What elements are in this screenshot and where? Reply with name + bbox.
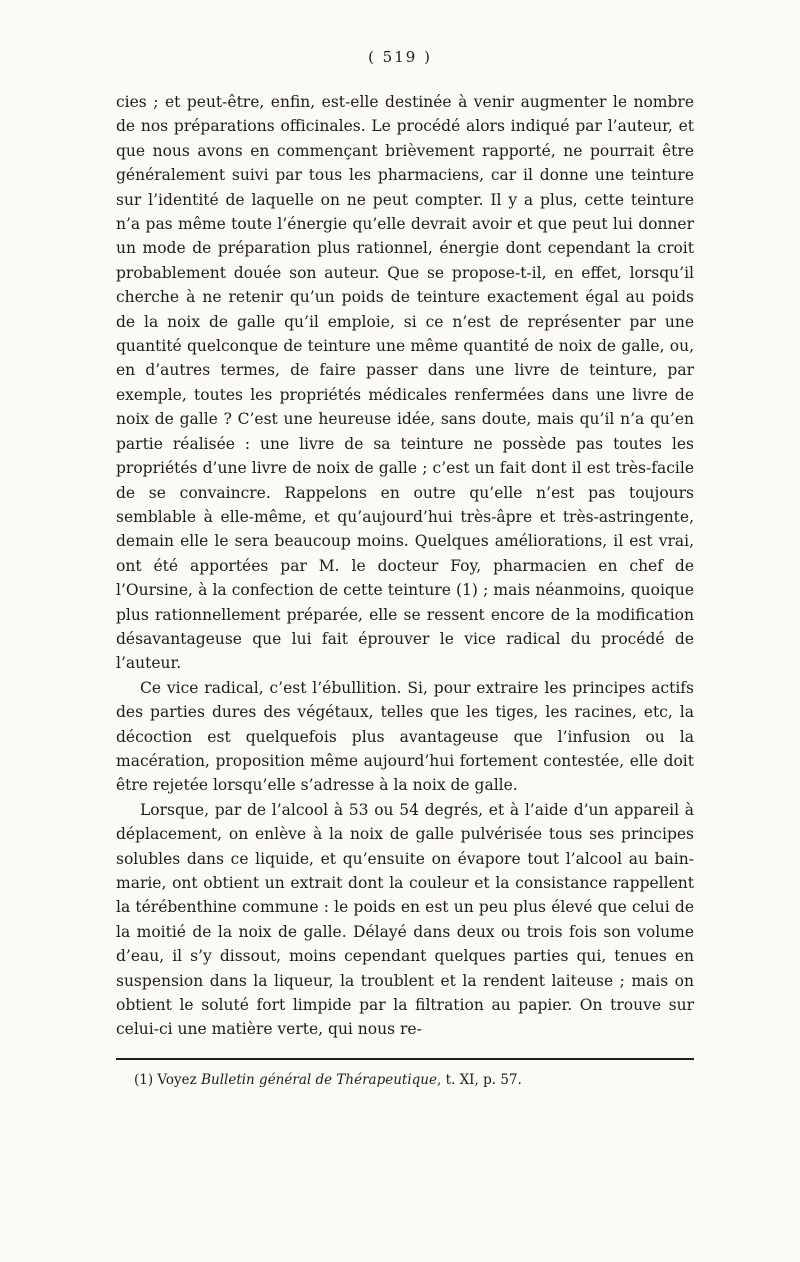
footnote-journal-title: Bulletin général de Thérapeutique bbox=[201, 1071, 437, 1088]
body-text bbox=[116, 90, 694, 1042]
paragraph-vice-radical: Ce vice radical, c’est l’ébullition. Si, pour extraire les principes actifs des parties dures des végétaux, telles que les tiges, les racines, etc, la décoction est quelquefois plus avantageuse que l’infusion ou la macération, proposition même aujourd’hui fortement contestée, elle doit être rejetée lorsqu’elle s’adresse à la noix de galle. bbox=[116, 678, 694, 795]
footnote-section bbox=[116, 1058, 694, 1090]
page-number-header: ( 519 ) bbox=[368, 48, 432, 66]
footnote-suffix: , t. XI, p. 57. bbox=[436, 1071, 522, 1088]
footnote-prefix: (1) Voyez bbox=[134, 1071, 202, 1088]
footnote bbox=[116, 1070, 694, 1090]
footnote-divider bbox=[116, 1058, 694, 1060]
paragraph-alcool: Lorsque, par de l’alcool à 53 ou 54 degrés, et à l’aide d’un appareil à déplacement, on enlève à la noix de galle pulvérisée tous ses principes solubles dans ce liquide, et qu’ensuite on évapore tout l’alcool au bain-marie, ont obtient un extrait dont la couleur et la consistance rappellent la térébenthine commune : le poids en est un peu plus élevé que celui de la moitié de la noix de galle. Délayé dans deux ou trois fois son volume d’eau, il s’y dissout, moins cependant quelques parties qui, tenues en suspension dans la liqueur, la troublent et la rendent laiteuse ; mais on obtient le soluté fort limpide par la filtration au papier. On trouve sur celui-ci une matière verte, qui nous re- bbox=[116, 800, 694, 1039]
paragraph-continuation: cies ; et peut-être, enfin, est-elle destinée à venir augmenter le nombre de nos préparations officinales. Le procédé alors indiqué par l’auteur, et que nous avons en commençant brièvement rapporté, ne pourrait être généralement suivi par tous les pharmaciens, car il donne une teinture sur l’identité de laquelle on ne peut compter. Il y a plus, cette teinture n’a pas même toute l’énergie qu’elle devrait avoir et que peut lui donner un mode de préparation plus rationnel, énergie dont cependant la croit probablement douée son auteur. Que se propose-t-il, en effet, lorsqu’il cherche à ne retenir qu’un poids de teinture exactement égal au poids de la noix de galle qu’il emploie, si ce n’est de représenter par une quantité quelconque de teinture une même quantité de noix de galle, ou, en d’autres termes, de faire passer dans une livre de teinture, par exemple, toutes les propriétés médicales renfermées dans une livre de noix de galle ? C’est une heureuse idée, sans doute, mais qu’il n’a qu’en partie réalisée : une livre de sa teinture ne possède pas toutes les propriétés d’une livre de noix de galle ; c’est un fait dont il est très-facile de se convaincre. Rappelons en outre qu’elle n’est pas toujours semblable à elle-même, et qu’aujourd’hui très-âpre et très-astringente, demain elle le sera beaucoup moins. Quelques améliorations, il est vrai, ont été apportées par M. le docteur Foy, pharmacien en chef de l’Oursine, à la confection de cette teinture (1) ; mais néanmoins, quoique plus rationnellement préparée, elle se ressent encore de la modification désavantageuse que lui fait éprouver le vice radical du procédé de l’auteur. bbox=[116, 93, 694, 673]
